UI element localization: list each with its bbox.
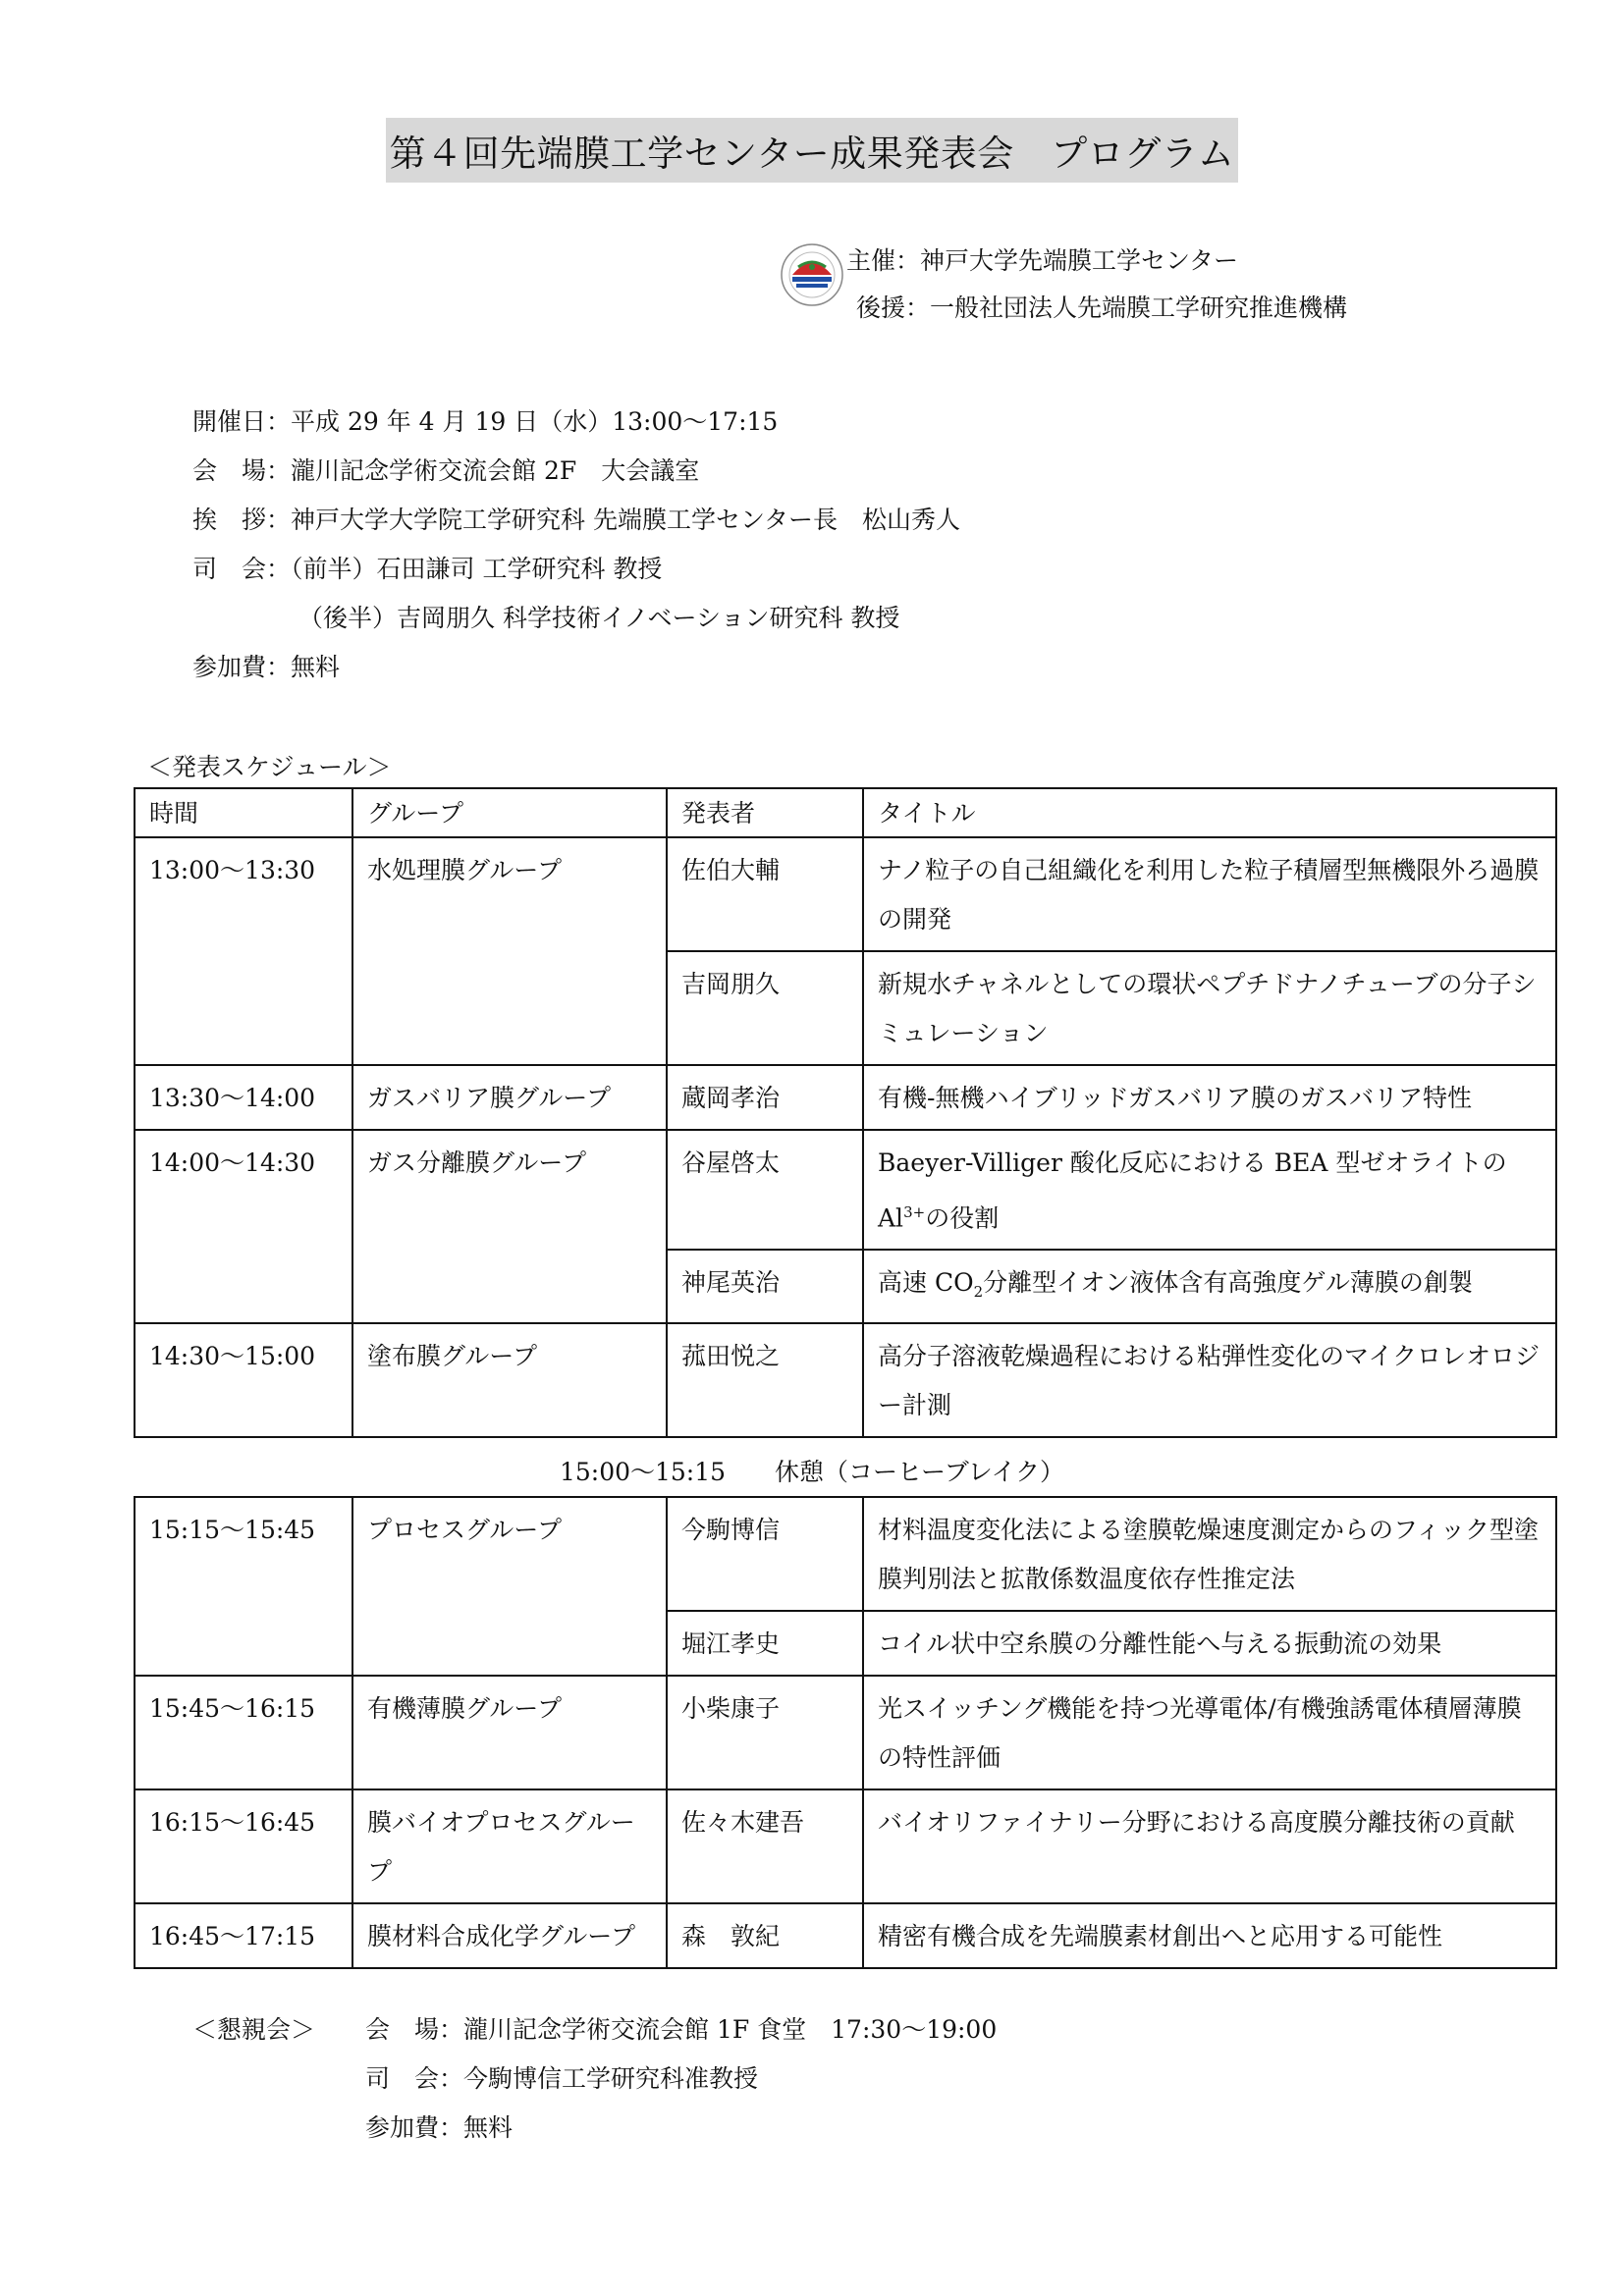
session-group: 膜バイオプロセスグループ xyxy=(352,1789,667,1903)
presentation-title: 光スイッチング機能を持つ光導電体/有機強誘電体積層薄膜の特性評価 xyxy=(863,1676,1556,1789)
title-text: 高速 CO xyxy=(878,1268,974,1298)
presentation-title: 新規水チャネルとしての環状ペプチドナノチューブの分子シミュレーション xyxy=(863,951,1556,1065)
event-fee: 参加費：無料 xyxy=(192,653,341,681)
presentation-title: 材料温度変化法による塗膜乾燥速度測定からのフィック型塗膜判別法と拡散係数温度依存性推定法 xyxy=(863,1497,1556,1611)
presentation-title: コイル状中空糸膜の分離性能へ与える振動流の効果 xyxy=(863,1611,1556,1676)
session-group: 有機薄膜グループ xyxy=(352,1676,667,1789)
event-mc-second-half: （後半）吉岡朋久 科学技術イノベーション研究科 教授 xyxy=(298,604,900,632)
reception-label: ＜懇親会＞ xyxy=(192,2015,316,2044)
table-row xyxy=(135,837,1556,951)
title-superscript: 3+ xyxy=(903,1203,926,1221)
table-row xyxy=(135,1789,1556,1903)
presenter-name: 谷屋啓太 xyxy=(667,1130,863,1250)
schedule-table-part1 xyxy=(134,787,1557,1438)
host-organization: 主催：神戸大学先端膜工学センター xyxy=(846,246,1239,275)
table-row xyxy=(135,1676,1556,1789)
event-date: 開催日：平成 29 年 4 月 19 日（水）13:00～17:15 xyxy=(192,407,779,436)
session-time: 16:45～17:15 xyxy=(135,1903,352,1968)
table-row xyxy=(135,1323,1556,1437)
header-title: タイトル xyxy=(863,788,1556,837)
session-time: 15:45～16:15 xyxy=(135,1676,352,1789)
reception-venue: 会 場：瀧川記念学術交流会館 1F 食堂 17:30～19:00 xyxy=(365,2015,998,2044)
session-time: 14:00～14:30 xyxy=(135,1130,352,1323)
presentation-title: 有機-無機ハイブリッドガスバリア膜のガスバリア特性 xyxy=(863,1065,1556,1130)
title-text-end: の役割 xyxy=(925,1203,1000,1233)
session-group: 塗布膜グループ xyxy=(352,1323,667,1437)
presentation-title: ナノ粒子の自己組織化を利用した粒子積層型無機限外ろ過膜の開発 xyxy=(863,837,1556,951)
session-group: ガスバリア膜グループ xyxy=(352,1065,667,1130)
title-subscript: 2 xyxy=(973,1283,984,1302)
event-venue: 会 場：瀧川記念学術交流会館 2F 大会議室 xyxy=(192,456,700,485)
session-group: ガス分離膜グループ xyxy=(352,1130,667,1323)
table-row xyxy=(135,1065,1556,1130)
table-row xyxy=(135,1497,1556,1611)
header-time: 時間 xyxy=(135,788,352,837)
presenter-name: 今駒博信 xyxy=(667,1497,863,1611)
table-row xyxy=(135,1903,1556,1968)
session-group: プロセスグループ xyxy=(352,1497,667,1676)
presentation-title: 精密有機合成を先端膜素材創出へと応用する可能性 xyxy=(863,1903,1556,1968)
title-text-end: 分離型イオン液体含有高強度ゲル薄膜の創製 xyxy=(983,1268,1473,1298)
presentation-title: バイオリファイナリー分野における高度膜分離技術の貢献 xyxy=(863,1789,1556,1903)
page-title: 第４回先端膜工学センター成果発表会 プログラム xyxy=(386,118,1239,183)
schedule-table-part2 xyxy=(134,1496,1557,1969)
header-group: グループ xyxy=(352,788,667,837)
presentation-title xyxy=(863,1250,1556,1323)
reception-mc: 司 会：今駒博信工学研究科准教授 xyxy=(365,2064,759,2093)
presenter-name: 吉岡朋久 xyxy=(667,951,863,1065)
event-greeting: 挨 拶：神戸大学大学院工学研究科 先端膜工学センター長 松山秀人 xyxy=(192,506,960,534)
presenter-name: 蔵岡孝治 xyxy=(667,1065,863,1130)
presentation-title: 高分子溶液乾燥過程における粘弾性変化のマイクロレオロジー計測 xyxy=(863,1323,1556,1437)
presentation-title xyxy=(863,1130,1556,1250)
presenter-name: 神尾英治 xyxy=(667,1250,863,1323)
table-header-row xyxy=(135,788,1556,837)
session-group: 膜材料合成化学グループ xyxy=(352,1903,667,1968)
presenter-name: 佐伯大輔 xyxy=(667,837,863,951)
session-time: 13:00～13:30 xyxy=(135,837,352,1065)
event-mc-first-half: 司 会：（前半）石田謙司 工学研究科 教授 xyxy=(192,555,663,583)
session-group: 水処理膜グループ xyxy=(352,837,667,1065)
title-text: Baeyer-Villiger 酸化反応における BEA 型ゼオライトの Al xyxy=(878,1148,1507,1233)
session-time: 15:15～15:45 xyxy=(135,1497,352,1676)
session-time: 13:30～14:00 xyxy=(135,1065,352,1130)
center-logo-icon xyxy=(779,241,845,308)
header-presenter: 発表者 xyxy=(667,788,863,837)
presenter-name: 佐々木建吾 xyxy=(667,1789,863,1903)
support-organization: 後援：一般社団法人先端膜工学研究推進機構 xyxy=(856,294,1348,322)
presenter-name: 堀江孝史 xyxy=(667,1611,863,1676)
schedule-heading: ＜発表スケジュール＞ xyxy=(147,753,392,781)
presenter-name: 森 敦紀 xyxy=(667,1903,863,1968)
session-time: 16:15～16:45 xyxy=(135,1789,352,1903)
session-time: 14:30～15:00 xyxy=(135,1323,352,1437)
coffee-break: 15:00～15:15 休憩（コーヒーブレイク） xyxy=(559,1458,1065,1486)
presenter-name: 菰田悦之 xyxy=(667,1323,863,1437)
presenter-name: 小柴康子 xyxy=(667,1676,863,1789)
table-row xyxy=(135,1130,1556,1250)
reception-fee: 参加費：無料 xyxy=(365,2113,514,2142)
title-container xyxy=(0,118,1624,183)
